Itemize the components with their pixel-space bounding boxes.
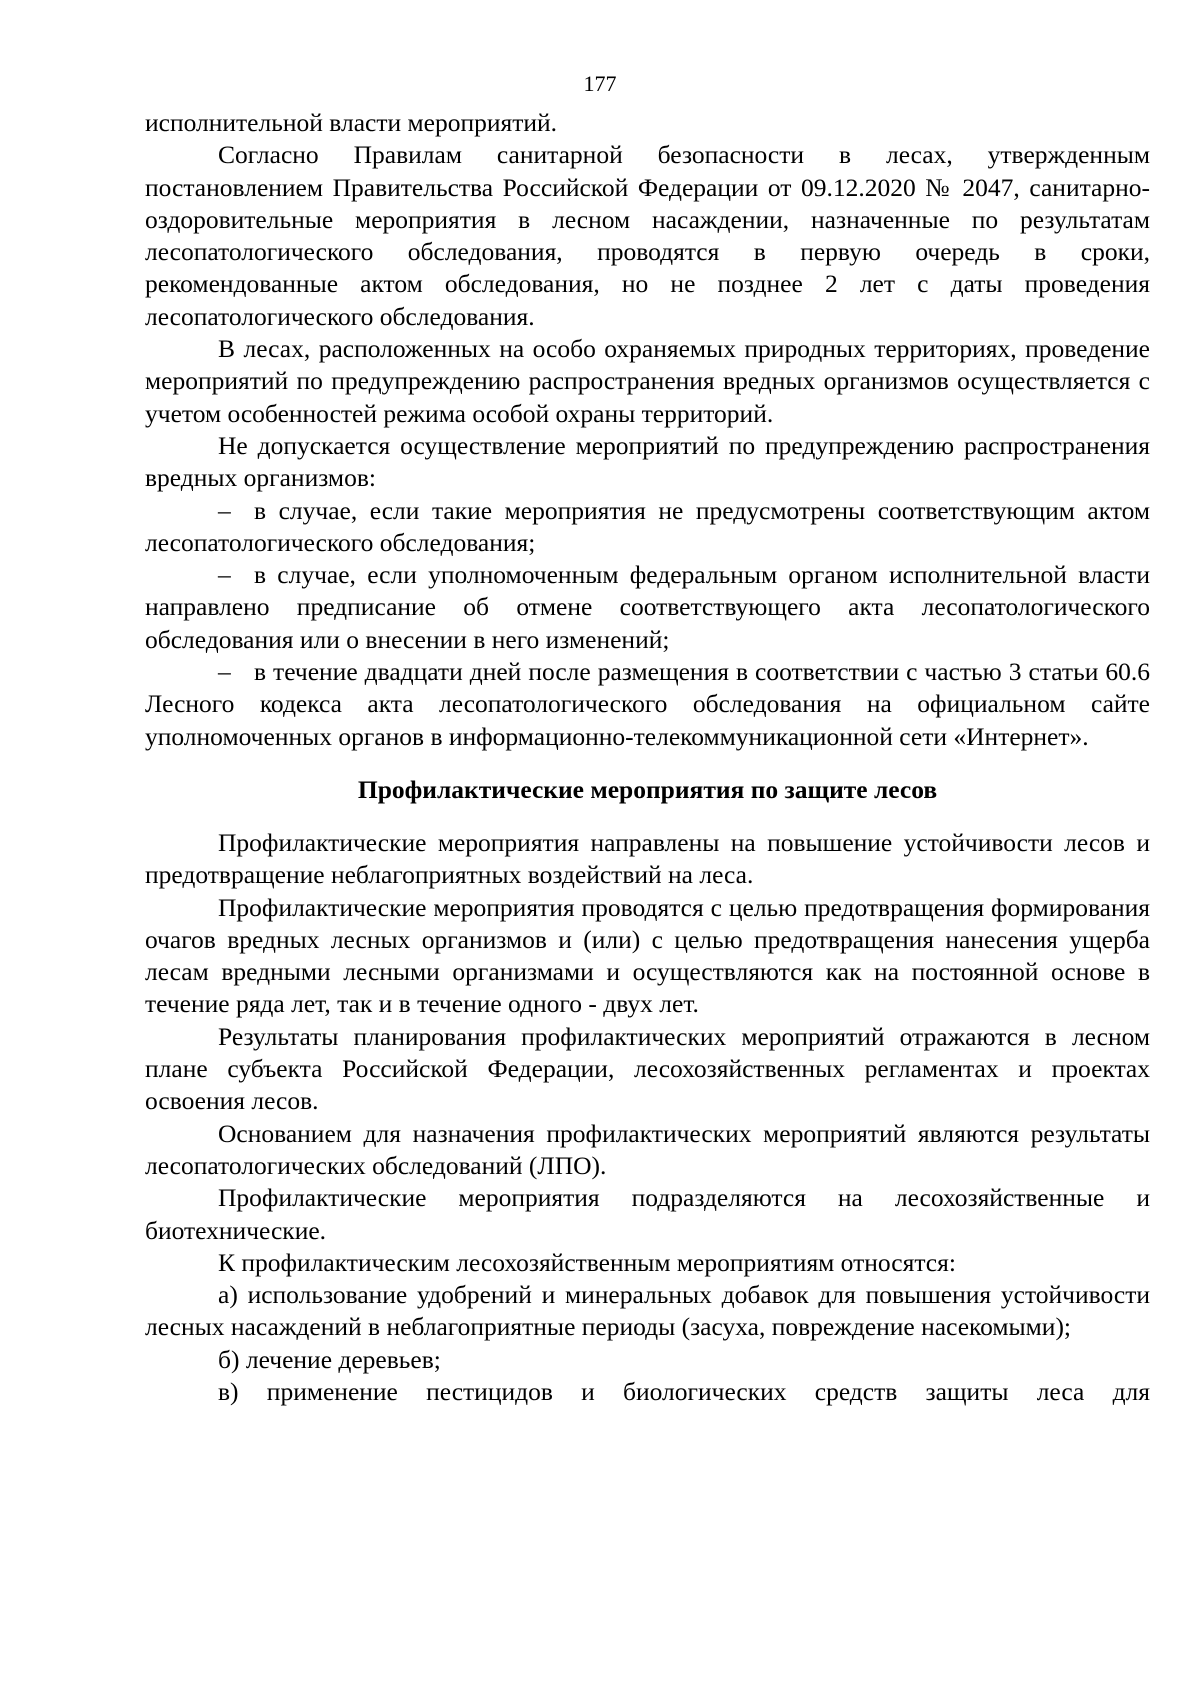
dash-marker: – xyxy=(218,657,231,687)
paragraph: В лесах, расположенных на особо охраняемых природных территориях, проведение мероприятий по предупреждению распространения вредных организмов осуществляется с учетом особенностей режима особой охраны территорий. xyxy=(145,334,1150,428)
lettered-list-item xyxy=(145,1376,1150,1408)
letter-marker: а) xyxy=(218,1280,238,1310)
letter-marker: в) xyxy=(218,1376,239,1406)
paragraph: Профилактические мероприятия направлены на повышение устойчивости лесов и предотвращение неблагоприятных воздействий на леса. xyxy=(145,827,1150,890)
dash-marker: – xyxy=(218,495,231,525)
page-number: 177 xyxy=(583,71,617,96)
dash-marker: – xyxy=(218,560,231,590)
lettered-list-item xyxy=(145,1279,1150,1344)
dash-list-item xyxy=(145,559,1150,656)
section-heading: Профилактические мероприятия по защите лесов xyxy=(357,774,938,804)
lettered-list-item-text: применение пестицидов и биологических средств защиты леса для xyxy=(266,1376,1151,1406)
letter-marker: б) xyxy=(218,1344,240,1374)
document-body xyxy=(145,107,1150,1408)
lettered-list-item-text: использование удобрений и минеральных добавок для повышения устойчивости лесных насаждений в неблагоприятные периоды (засуха, повреждение насекомыми); xyxy=(145,1280,1150,1342)
dash-list-item-text: в случае, если уполномоченным федеральным органом исполнительной власти направлено предписание об отмене соответствующего акта лесопатологического обследования или о внесении в него изменений; xyxy=(145,560,1150,654)
dash-list-item xyxy=(145,656,1150,753)
paragraph: Не допускается осуществление мероприятий по предупреждению распространения вредных организмов: xyxy=(145,430,1150,493)
paragraph: Согласно Правилам санитарной безопасности в лесах, утвержденным постановлением Правительства Российской Федерации от 09.12.2020 № 2047, санитарно-оздоровительные мероприятия в лесном насаждении, назначенные по результатам лесопатологического обследования, проводятся в первую очередь в сроки, рекомендованные актом обследования, но не позднее 2 лет с даты проведения лесопатологического обследования. xyxy=(145,140,1150,331)
paragraph: К профилактическим лесохозяйственным мероприятиям относятся: xyxy=(218,1247,956,1277)
lettered-list-item-text: лечение деревьев; xyxy=(245,1344,441,1374)
paragraph: Результаты планирования профилактических мероприятий отражаются в лесном плане субъекта Российской Федерации, лесохозяйственных регламентах и проектах освоения лесов. xyxy=(145,1021,1150,1116)
dash-list-item xyxy=(145,495,1150,560)
paragraph: Основанием для назначения профилактических мероприятий являются результаты лесопатологических обследований (ЛПО). xyxy=(145,1118,1150,1180)
lettered-list-item xyxy=(145,1344,1150,1376)
paragraph: Профилактические мероприятия подразделяются на лесохозяйственные и биотехнические. xyxy=(145,1183,1150,1245)
paragraph-continuation: исполнительной власти мероприятий. xyxy=(145,108,558,137)
dash-list-item-text: в случае, если такие мероприятия не предусмотрены соответствующим актом лесопатологического обследования; xyxy=(145,495,1150,557)
paragraph: Профилактические мероприятия проводятся с целью предотвращения формирования очагов вредных лесных организмов и (или) с целью предотвращения нанесения ущерба лесам вредными лесными организмами и осуществляются как на постоянной основе в течение ряда лет, так и в течение одного - двух лет. xyxy=(145,892,1150,1019)
dash-list-item-text: в течение двадцати дней после размещения в соответствии с частью 3 статьи 60.6 Лесного кодекса акта лесопатологического обследования на официальном сайте уполномоченных органов в информационно-телекоммуникационной сети «Интернет». xyxy=(145,657,1150,751)
